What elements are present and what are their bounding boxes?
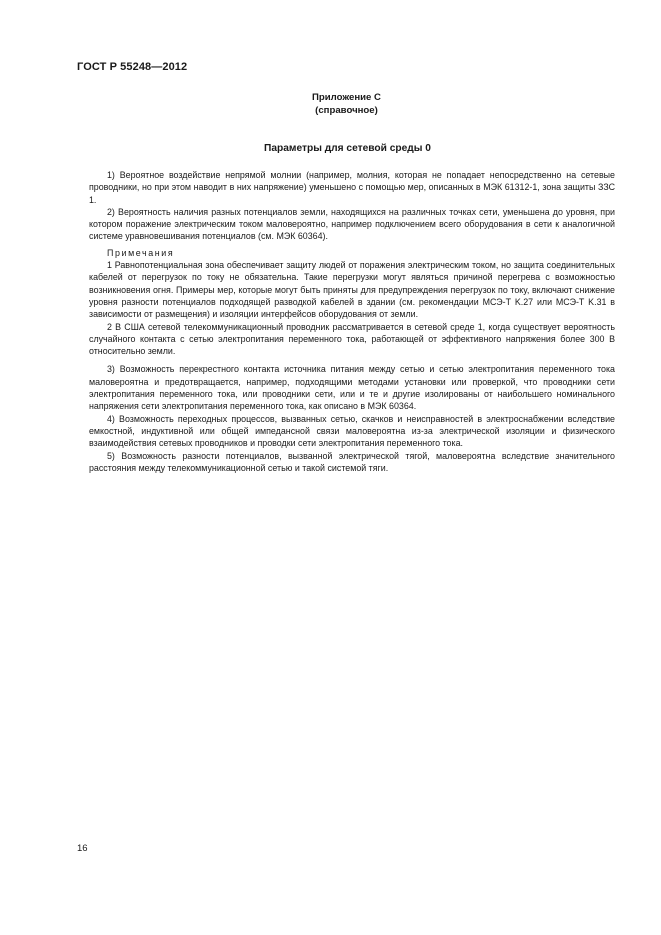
- appendix-type: (справочное): [315, 104, 378, 116]
- section-title: Параметры для сетевой среды 0: [264, 143, 431, 154]
- paragraph-3: 3) Возможность перекрестного контакта источника питания между сетью и сетью электропитания переменного тока маловероятна и предотвращается, например, подходящими методами установки или проверкой, что проводники сети электропитания переменного тока, или проводники сети, или и те и другие изолированы от наибольшего номинального напряжения сети электропитания переменного тока, как описано в МЭК 60364.: [89, 364, 615, 412]
- appendix-title: Приложение С: [312, 92, 381, 103]
- document-body: [89, 169, 615, 474]
- paragraph-4: 4) Возможность переходных процессов, вызванных сетью, скачков и неисправностей в электроснабжении вследствие емкостной, индуктивной или общей импедансной связи маловероятна из-за электрической изоляции и физического взаимодействия сетевых проводников и проводки сети электропитания переменного тока.: [89, 413, 615, 449]
- paragraph-1: 1) Вероятное воздействие непрямой молнии (например, молния, которая не попадает непосредственно на сетевые проводники, но при этом наводит в них напряжение) уменьшено с помощью мер, описанных в МЭК 61312-1, зона защиты ЗЗС 1.: [89, 170, 615, 205]
- note-2: 2 В США сетевой телекоммуникационный проводник рассматривается в сетевой среде 1, когда существует вероятность случайного контакта с сетью электропитания переменного тока, работающей от эффективного напряжения более 300 В относительно земли.: [89, 321, 615, 357]
- notes-heading: Примечания: [107, 247, 175, 258]
- document-id: ГОСТ Р 55248—2012: [77, 61, 188, 73]
- appendix-label: [0, 92, 661, 117]
- paragraph-2: 2) Вероятность наличия разных потенциалов земли, находящихся на различных точках сети, уменьшена до уровня, при котором поражение электрическим током маловероятно, например подключением всего оборудования в сети к аналогичной системе уравновешивания потенциалов (см. МЭК 60364).: [89, 206, 615, 242]
- page-number: 16: [77, 843, 88, 854]
- paragraph-5: 5) Возможность разности потенциалов, вызванной электрической тягой, маловероятна вследствие значительного расстояния между телекоммуникационной сетью и такой системой тяги.: [89, 450, 615, 473]
- note-1: 1 Равнопотенциальная зона обеспечивает защиту людей от поражения электрическим током, но защита соединительных кабелей от перегрузок по току не обязательна. Такие перегрузки могут являться причиной перегрева с возможностью возникновения огня. Примеры мер, которые могут быть приняты для предупреждения перегрузок по току, включают снижение уровня разности потенциалов подходящей разводкой кабелей в здании (см. рекомендации МСЭ-Т K.27 или МСЭ-Т K.31 в зависимости от размещения) и изоляции интерфейсов оборудования от земли.: [89, 260, 615, 320]
